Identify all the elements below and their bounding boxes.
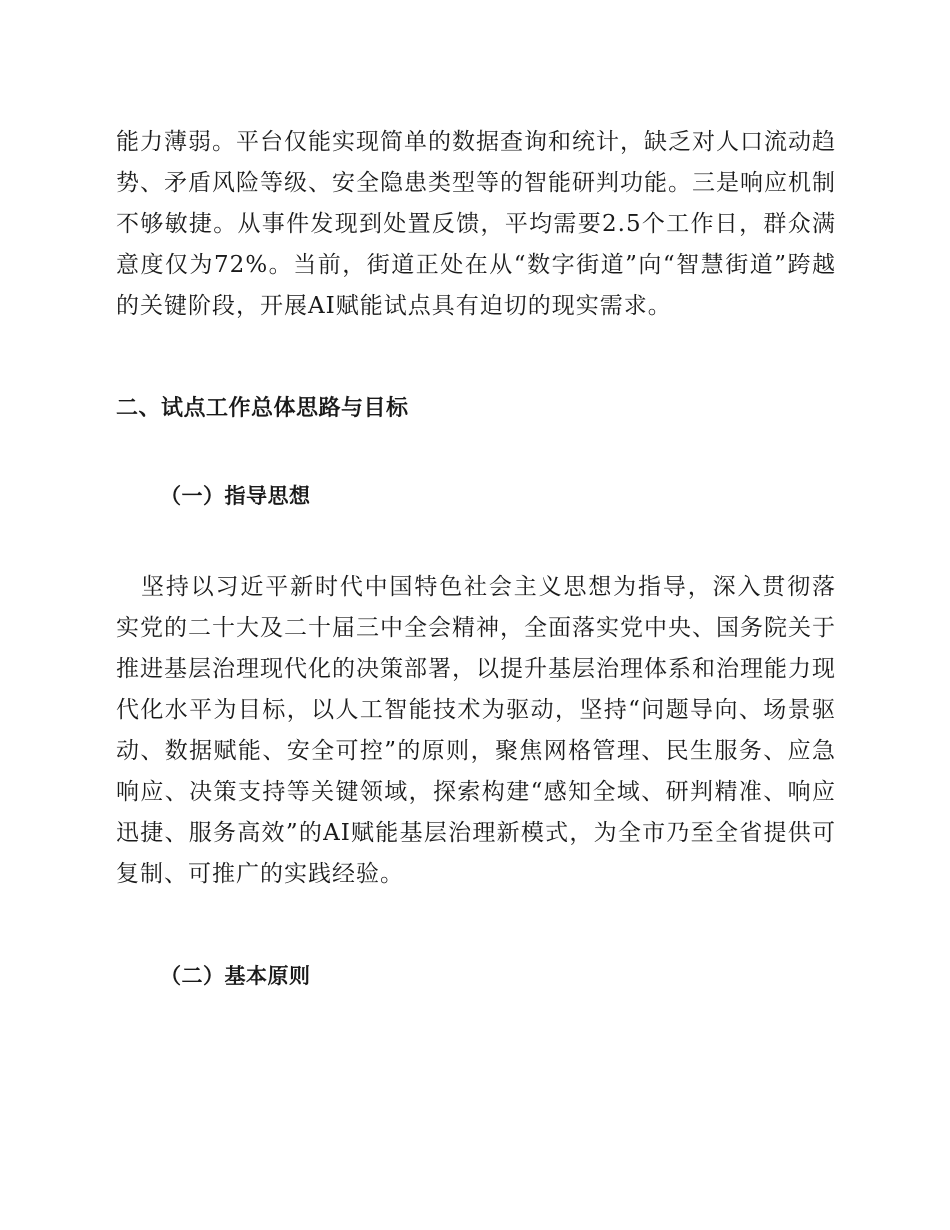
subsection-heading-basic-principles: （二）基本原则 [160, 964, 311, 988]
continued-paragraph: 能力薄弱。平台仅能实现简单的数据查询和统计，缺乏对人口流动趋势、矛盾风险等级、安全隐患类型等的智能研判功能。三是响应机制不够敏捷。从事件发现到处置反馈，平均需要2.5个工作日，群众满意度仅为72%。当前，街道正处在从“数字街道”向“智慧街道”跨越的关键阶段，开展AI赋能试点具有迫切的现实需求。 [116, 129, 836, 319]
subsection-heading-guiding-ideology: （一）指导思想 [160, 484, 311, 508]
section-heading: 二、试点工作总体思路与目标 [116, 396, 409, 421]
guiding-ideology-paragraph: 坚持以习近平新时代中国特色社会主义思想为指导，深入贯彻落实党的二十大及二十届三中全会精神，全面落实党中央、国务院关于推进基层治理现代化的决策部署，以提升基层治理体系和治理能力现代化水平为目标，以人工智能技术为驱动，坚持“问题导向、场景驱动、数据赋能、安全可控”的原则，聚焦网格管理、民生服务、应急响应、决策支持等关键领域，探索构建“感知全域、研判精准、响应迅捷、服务高效”的AI赋能基层治理新模式，为全市乃至全省提供可复制、可推广的实践经验。 [116, 574, 836, 887]
